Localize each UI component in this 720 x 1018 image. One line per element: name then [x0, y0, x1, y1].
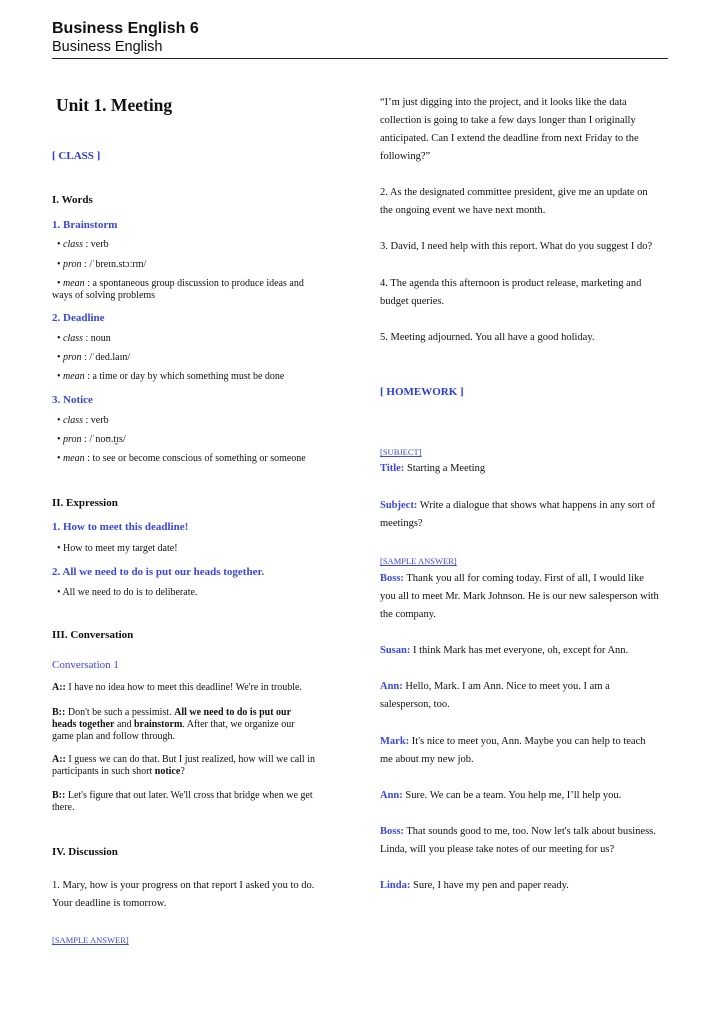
- dialogue-line: Susan: I think Mark has met everyone, oh, except for Ann.: [380, 645, 629, 656]
- conversation-line: B:: Let's figure that out later. We'll cross that bridge when we get there.: [52, 790, 313, 813]
- conversation-line: A:: I have no idea how to meet this deadline! We're in trouble.: [52, 682, 302, 693]
- homework-tag: [ HOMEWORK ]: [380, 386, 464, 398]
- class-tag: [ CLASS ]: [52, 150, 101, 162]
- dialogue-line: Boss: That sounds good to me, too. Now let's talk about business. Linda, will you please take notes of our meeting for us?: [380, 826, 656, 855]
- subject-link[interactable]: [SUBJECT]: [380, 447, 422, 457]
- expression-bullet: • How to meet my target date!: [57, 543, 178, 554]
- word-pron: • pron : /ˈded.laɪn/: [57, 352, 131, 363]
- word-title: 1. Brainstorm: [52, 219, 118, 231]
- expression-title: 1. How to meet this deadline!: [52, 521, 189, 533]
- document-subtitle: Business English: [52, 39, 163, 55]
- word-meaning: • mean : a time or day by which something must be done: [57, 371, 285, 382]
- expression-heading: II. Expression: [52, 497, 118, 509]
- dialogue-line: Mark: It's nice to meet you, Ann. Maybe you can help to teach me about my new job.: [380, 736, 646, 765]
- word-pron: • pron : /ˈnoʊ.t̬ɪs/: [57, 434, 126, 445]
- discussion-question: 1. Mary, how is your progress on that report I asked you to do. Your deadline is tomorrow.: [52, 880, 315, 909]
- word-title: 3. Notice: [52, 394, 93, 406]
- conversation-line: A:: I guess we can do that. But I just realized, how will we call in participants in such short notice?: [52, 754, 315, 777]
- discussion-question: 2. As the designated committee president, give me an update on the ongoing event we have next month.: [380, 187, 648, 216]
- conversation-line: B:: Don't be such a pessimist. All we need to do is put our heads together and brainstorm. After that, we organize our game plan and follow through.: [52, 707, 295, 742]
- homework-title: Title: Starting a Meeting: [380, 463, 486, 474]
- header-divider: [52, 58, 668, 59]
- word-title: 2. Deadline: [52, 312, 105, 324]
- word-class: • class : verb: [57, 239, 109, 250]
- word-class: • class : verb: [57, 415, 109, 426]
- document-title: Business English 6: [52, 20, 199, 37]
- expression-bullet: • All we need to do is to deliberate.: [57, 587, 198, 598]
- homework-subject: Subject: Write a dialogue that shows what happens in any sort of meetings?: [380, 500, 655, 529]
- conversation-title: Conversation 1: [52, 659, 119, 671]
- word-meaning-cont: ways of solving problems: [52, 290, 156, 301]
- dialogue-line: Linda: Sure, I have my pen and paper ready.: [380, 880, 569, 891]
- dialogue-line: Boss: Thank you all for coming today. First of all, I would like you all to meet Mr. Mark Johnson. He is our new salesperson with the company.: [380, 573, 659, 620]
- sample-answer-link[interactable]: [SAMPLE ANSWER]: [52, 935, 129, 945]
- discussion-question: 3. David, I need help with this report. What do you suggest I do?: [380, 241, 653, 252]
- word-meaning: • mean : a spontaneous group discussion to produce ideas and: [57, 278, 304, 289]
- discussion-question-cont: “I’m just digging into the project, and it looks like the data collection is going to take a few days longer than I originally anticipated. Can I extend the deadline from next Friday to the following?”: [380, 97, 639, 162]
- dialogue-line: Ann: Sure. We can be a team. You help me, I’ll help you.: [380, 790, 622, 801]
- unit-title: Unit 1. Meeting: [56, 95, 173, 115]
- page-header: [52, 19, 668, 56]
- discussion-question: 4. The agenda this afternoon is product release, marketing and budget queries.: [380, 278, 642, 307]
- discussion-question: 5. Meeting adjourned. You all have a good holiday.: [380, 332, 595, 343]
- expression-title: 2. All we need to do is put our heads together.: [52, 566, 265, 578]
- dialogue-line: Ann: Hello, Mark. I am Ann. Nice to meet you. I am a salesperson, too.: [380, 681, 610, 710]
- word-pron: • pron : /ˈbreɪn.stɔːrm/: [57, 259, 147, 270]
- word-class: • class : noun: [57, 333, 111, 344]
- sample-answer-link[interactable]: [SAMPLE ANSWER]: [380, 556, 457, 566]
- words-heading: I. Words: [52, 194, 93, 206]
- word-meaning: • mean : to see or become conscious of something or someone: [57, 453, 306, 464]
- conversation-heading: III. Conversation: [52, 629, 134, 641]
- discussion-heading: IV. Discussion: [52, 846, 118, 858]
